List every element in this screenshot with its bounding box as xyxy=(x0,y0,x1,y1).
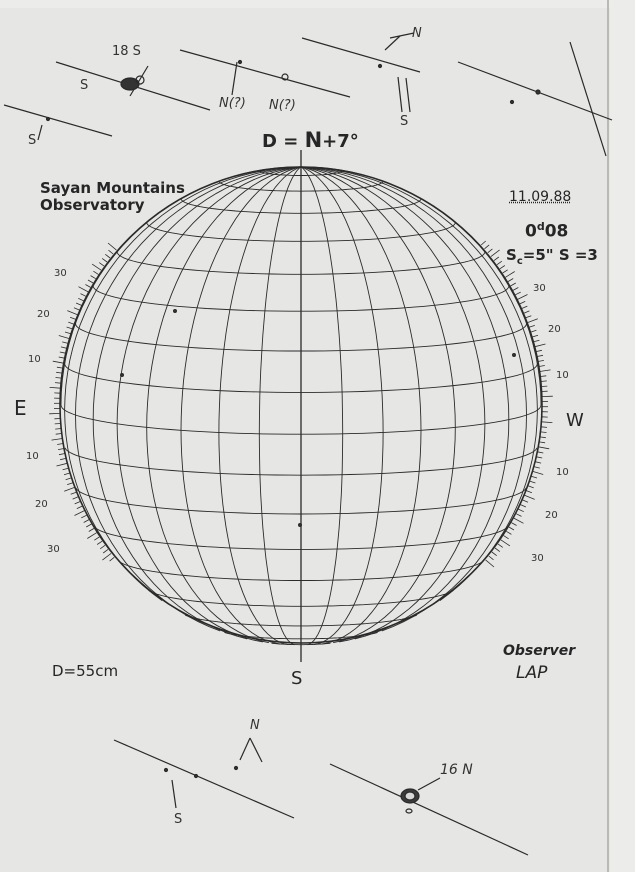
limb-right-tick xyxy=(540,376,546,377)
limb-right-tick xyxy=(505,272,514,278)
limb-left-tick xyxy=(74,308,80,310)
limb-left-tick xyxy=(86,524,91,527)
limb-left-tick xyxy=(64,487,74,491)
limb-left-tick xyxy=(79,287,89,292)
limb-left-tick xyxy=(78,298,84,301)
limb-left-tick xyxy=(57,444,63,445)
sketch-s-label: S xyxy=(28,133,37,148)
limb-right-tick xyxy=(486,560,494,567)
heliographic-latitude: D = N+7° xyxy=(262,128,359,152)
limb-right-tick xyxy=(506,531,511,534)
sketch-s-label: S xyxy=(174,812,183,827)
spot-18-label: 18 S xyxy=(112,44,141,59)
limb-right-tick xyxy=(535,344,546,347)
limb-left-tick xyxy=(65,332,71,334)
limb-right-tick xyxy=(524,311,530,313)
limb-left-tick xyxy=(55,429,61,430)
limb-right-tick xyxy=(485,245,490,249)
limb-right-tick xyxy=(526,491,532,493)
grid-meridian xyxy=(76,167,302,631)
limb-left-tick xyxy=(97,541,102,544)
sketch-n-label: N(?) xyxy=(269,98,296,113)
limb-right-tick xyxy=(536,350,542,351)
limb-left-tick xyxy=(103,549,108,553)
grid-meridian xyxy=(181,167,301,644)
limb-left-tick xyxy=(57,367,63,368)
limb-right-tick xyxy=(537,452,543,453)
sketch-s-label: S xyxy=(80,78,89,93)
limb-left-tick xyxy=(59,357,65,358)
limb-right-tick xyxy=(530,481,536,483)
limb-left-tick xyxy=(85,285,90,288)
east-label: E xyxy=(14,396,27,420)
limb-right-tick xyxy=(497,261,502,265)
limb-right-tick xyxy=(528,486,534,488)
observer-label: Observer xyxy=(503,643,576,659)
limb-right-tick xyxy=(531,330,537,332)
limb-left-tick xyxy=(59,454,65,455)
limb-left-tick xyxy=(105,254,110,258)
pole-south-label: S xyxy=(291,668,303,689)
limb-left-tick xyxy=(62,342,68,344)
limb-left-tick xyxy=(70,317,76,319)
limb-right-tick xyxy=(509,527,514,530)
limb-right-tick xyxy=(538,360,544,361)
limb-left-tick xyxy=(73,497,79,499)
limb-right-tick xyxy=(523,500,529,502)
limb-right-tick xyxy=(494,257,499,261)
limb-right-label: 30 xyxy=(533,283,546,294)
limb-right-tick xyxy=(508,279,513,282)
limb-left-tick xyxy=(88,280,93,283)
limb-right-tick xyxy=(532,335,538,337)
limb-right-tick xyxy=(522,306,528,308)
observation-date: 11.09.88 xyxy=(509,189,572,205)
limb-left-tick xyxy=(52,439,63,441)
telescope-diameter: D=55cm xyxy=(52,662,119,680)
limb-left-label: 30 xyxy=(47,544,60,555)
limb-right-tick xyxy=(504,536,509,539)
spot-16-label: 16 N xyxy=(440,762,473,778)
limb-left-tick xyxy=(67,327,73,329)
limb-left-label: 20 xyxy=(37,309,50,320)
limb-right-tick xyxy=(518,295,528,300)
limb-left-tick xyxy=(56,378,62,379)
solar-disk xyxy=(60,150,542,662)
limb-right-tick xyxy=(541,432,547,433)
grid-meridian xyxy=(117,167,301,642)
limb-right-tick xyxy=(492,552,497,556)
limb-right-tick xyxy=(511,523,516,526)
limb-right-tick xyxy=(529,325,535,327)
limb-right-tick xyxy=(540,437,546,438)
limb-right-tick xyxy=(503,270,508,273)
limb-right-tick xyxy=(541,427,547,428)
limb-left-tick xyxy=(102,258,107,262)
limb-right-tick xyxy=(500,266,505,269)
limb-left-tick xyxy=(94,537,99,540)
limb-right-tick xyxy=(540,370,551,372)
limb-right-tick xyxy=(536,457,542,458)
observation-time: 0$^d$08 xyxy=(525,220,569,242)
sketch-s-label: S xyxy=(400,114,409,129)
west-label: W xyxy=(566,410,584,431)
limb-left-label: 10 xyxy=(28,354,41,365)
limb-left-tick xyxy=(58,449,64,450)
limb-left-tick xyxy=(76,303,81,305)
limb-left-tick xyxy=(61,347,67,348)
limb-right-tick xyxy=(518,509,524,512)
limb-left-tick xyxy=(55,383,61,384)
limb-left-tick xyxy=(60,352,66,353)
limb-right-tick xyxy=(528,319,538,323)
limb-right-tick xyxy=(515,292,520,295)
limb-right-tick xyxy=(495,548,500,552)
limb-right-label: 10 xyxy=(556,370,569,381)
limb-right-tick xyxy=(526,316,532,318)
limb-right-tick xyxy=(516,514,521,517)
limb-right-tick xyxy=(514,518,524,523)
limb-left-tick xyxy=(81,515,86,518)
limb-left-tick xyxy=(59,336,70,339)
limb-right-tick xyxy=(513,288,518,291)
limb-right-tick xyxy=(541,422,552,423)
limb-right-label: 30 xyxy=(531,553,544,564)
sketch-bottom xyxy=(114,738,528,855)
limb-left-tick xyxy=(57,463,68,466)
limb-right-tick xyxy=(534,467,540,469)
limb-right-tick xyxy=(481,241,486,245)
observer-name: LAP xyxy=(516,663,548,683)
limb-right-tick xyxy=(533,471,544,474)
sketch-n-label: N xyxy=(412,26,422,41)
limb-left-label: 30 xyxy=(54,268,67,279)
observatory-name: Sayan Mountains Observatory xyxy=(40,179,185,214)
limb-left-tick xyxy=(110,557,115,561)
grid-meridian xyxy=(301,167,343,645)
limb-right-tick xyxy=(491,250,500,257)
limb-right-tick xyxy=(521,505,526,507)
limb-right-tick xyxy=(501,540,510,546)
limb-left-tick xyxy=(56,372,62,373)
limb-right-tick xyxy=(538,447,549,449)
limb-left-tick xyxy=(75,502,81,504)
limb-left-tick xyxy=(89,528,94,531)
limb-left-tick xyxy=(87,533,96,539)
limb-right-tick xyxy=(488,249,493,253)
limb-right-label: 10 xyxy=(556,467,569,478)
limb-left-tick xyxy=(67,483,73,485)
limb-right-tick xyxy=(520,301,525,304)
limb-left-tick xyxy=(56,434,62,435)
limb-left-tick xyxy=(50,387,61,388)
limb-left-tick xyxy=(92,264,101,270)
limb-right-tick xyxy=(539,366,545,367)
grid-meridian xyxy=(259,167,301,645)
sketch-n-label: N(?) xyxy=(219,96,246,111)
limb-left-tick xyxy=(67,311,77,315)
limb-right-tick xyxy=(535,462,541,463)
limb-left-tick xyxy=(99,263,104,267)
limb-left-tick xyxy=(93,271,98,274)
grid-meridian xyxy=(301,167,421,644)
limb-right-tick xyxy=(539,442,545,443)
limb-left-tick xyxy=(71,492,77,494)
limb-right-tick xyxy=(525,495,535,499)
seeing-conditions: $S_c=5$" S =3 xyxy=(506,246,598,267)
limb-right-tick xyxy=(531,476,537,478)
sketch-n-label: N xyxy=(250,718,260,733)
limb-right-tick xyxy=(498,544,503,548)
limb-left-tick xyxy=(60,458,66,459)
limb-left-tick xyxy=(108,243,116,250)
limb-left-tick xyxy=(53,361,64,363)
limb-right-tick xyxy=(541,381,547,382)
limb-left-tick xyxy=(91,276,96,279)
limb-right-label: 20 xyxy=(548,324,561,335)
limb-right-tick xyxy=(537,355,543,356)
limb-left-tick xyxy=(66,478,72,480)
limb-left-tick xyxy=(102,553,111,560)
limb-left-tick xyxy=(81,294,86,297)
limb-left-tick xyxy=(68,322,74,324)
limb-left-tick xyxy=(100,545,105,549)
limb-left-label: 20 xyxy=(35,499,48,510)
limb-right-label: 20 xyxy=(545,510,558,521)
limb-left-label: 10 xyxy=(26,451,39,462)
limb-left-tick xyxy=(75,511,85,516)
limb-left-tick xyxy=(109,250,114,254)
limb-right-tick xyxy=(534,340,540,342)
grid-meridian xyxy=(301,167,527,631)
limb-left-tick xyxy=(63,468,69,470)
limb-left-tick xyxy=(77,506,82,509)
limb-left-tick xyxy=(84,520,89,523)
grid-meridian xyxy=(301,167,485,642)
limb-right-tick xyxy=(511,283,516,286)
limb-left-tick xyxy=(64,473,70,475)
limb-right-tick xyxy=(489,556,494,560)
